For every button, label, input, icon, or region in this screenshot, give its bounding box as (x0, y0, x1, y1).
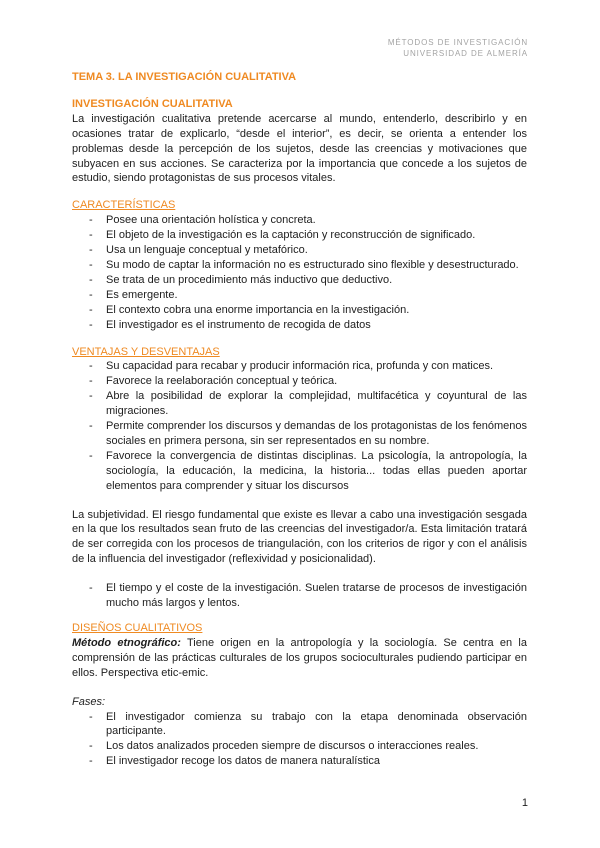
list-item: - El contexto cobra una enorme importancia en la investigación. (72, 303, 527, 318)
section-title-disenos: DISEÑOS CUALITATIVOS (72, 622, 203, 634)
ventajas-list (72, 359, 527, 493)
list-item: - El tiempo y el coste de la investigación. Suelen tratarse de procesos de investigación mucho más largos y lentos. (72, 581, 527, 611)
list-item: - Abre la posibilidad de explorar la complejidad, multifacética y coyuntural de las migraciones. (72, 389, 527, 419)
list-item: - El objeto de la investigación es la captación y reconstrucción de significado. (72, 228, 527, 243)
intro-paragraph: La investigación cualitativa pretende acercarse al mundo, entenderlo, describirlo y en ocasiones tratar de explicarlo, “desde el interior”, es decir, se orienta a entender los problemas desde la percepción de los sujetos, desde las creencias y motivaciones que subyacen en sus acciones. Se caracteriza por la importancia que concede a los sujetos de estudio, siendo protagonistas de sus procesos vitales. (72, 112, 527, 185)
section-title-ventajas: VENTAJAS Y DESVENTAJAS (72, 345, 220, 358)
running-header (388, 37, 528, 59)
list-item: - Posee una orientación holística y concreta. (72, 213, 527, 228)
caracteristicas-list (72, 213, 527, 332)
metodo-etnografico-paragraph (72, 636, 527, 681)
metodo-etnografico-label: Método etnográfico: (72, 636, 181, 649)
section-title-caracteristicas: CARACTERÍSTICAS (72, 199, 176, 212)
list-item: - El investigador es el instrumento de recogida de datos (72, 318, 527, 333)
tema-title: TEMA 3. LA INVESTIGACIÓN CUALITATIVA (72, 71, 297, 83)
section-title-investigacion: INVESTIGACIÓN CUALITATIVA (72, 97, 233, 110)
list-item: - El investigador recoge los datos de manera naturalística (72, 754, 527, 769)
list-item: - Usa un lenguaje conceptual y metafórico. (72, 243, 527, 258)
desventajas-list (72, 581, 527, 611)
fases-label: Fases: (72, 695, 106, 708)
list-item: - Permite comprender los discursos y demandas de los protagonistas de los fenómenos sociales en primera persona, sin ser representados en su nombre. (72, 419, 527, 449)
subjetividad-paragraph: La subjetividad. El riesgo fundamental que existe es llevar a cabo una investigación sesgada en la que los resultados sean fruto de las creencias del investigador/a. Esta limitación tratará de ser corregida con los procesos de triangulación, con los criterios de rigor y con el análisis de la influencia del investigador (reflexividad y posicionalidad). (72, 508, 527, 566)
metodo-etnografico-text: Tiene origen en la antropología y la sociología. Se centra en la comprensión de las prácticas culturales de los grupos socioculturales pudiendo participar en ellos. Perspectiva etic-emic. (72, 636, 527, 679)
list-item: - El investigador comienza su trabajo con la etapa denominada observación participante. (72, 710, 527, 740)
header-university: UNIVERSIDAD DE ALMERÍA (403, 49, 528, 58)
page-number: 1 (521, 797, 528, 809)
list-item: - Los datos analizados proceden siempre de discursos o interacciones reales. (72, 739, 527, 754)
document-body (72, 70, 527, 769)
list-item: - Es emergente. (72, 288, 527, 303)
list-item: - Favorece la convergencia de distintas disciplinas. La psicología, la antropología, la sociología, la educación, la medicina, la historia... todas ellas pueden aportar elementos para comprender y situar los discursos (72, 449, 527, 494)
list-item: - Su capacidad para recabar y producir información rica, profunda y con matices. (72, 359, 527, 374)
header-course: MÉTODOS DE INVESTIGACIÓN (387, 38, 528, 47)
list-item: - Favorece la reelaboración conceptual y teórica. (72, 374, 527, 389)
list-item: - Se trata de un procedimiento más inductivo que deductivo. (72, 273, 527, 288)
fases-list (72, 710, 527, 770)
list-item: - Su modo de captar la información no es estructurado sino flexible y desestructurado. (72, 258, 527, 273)
